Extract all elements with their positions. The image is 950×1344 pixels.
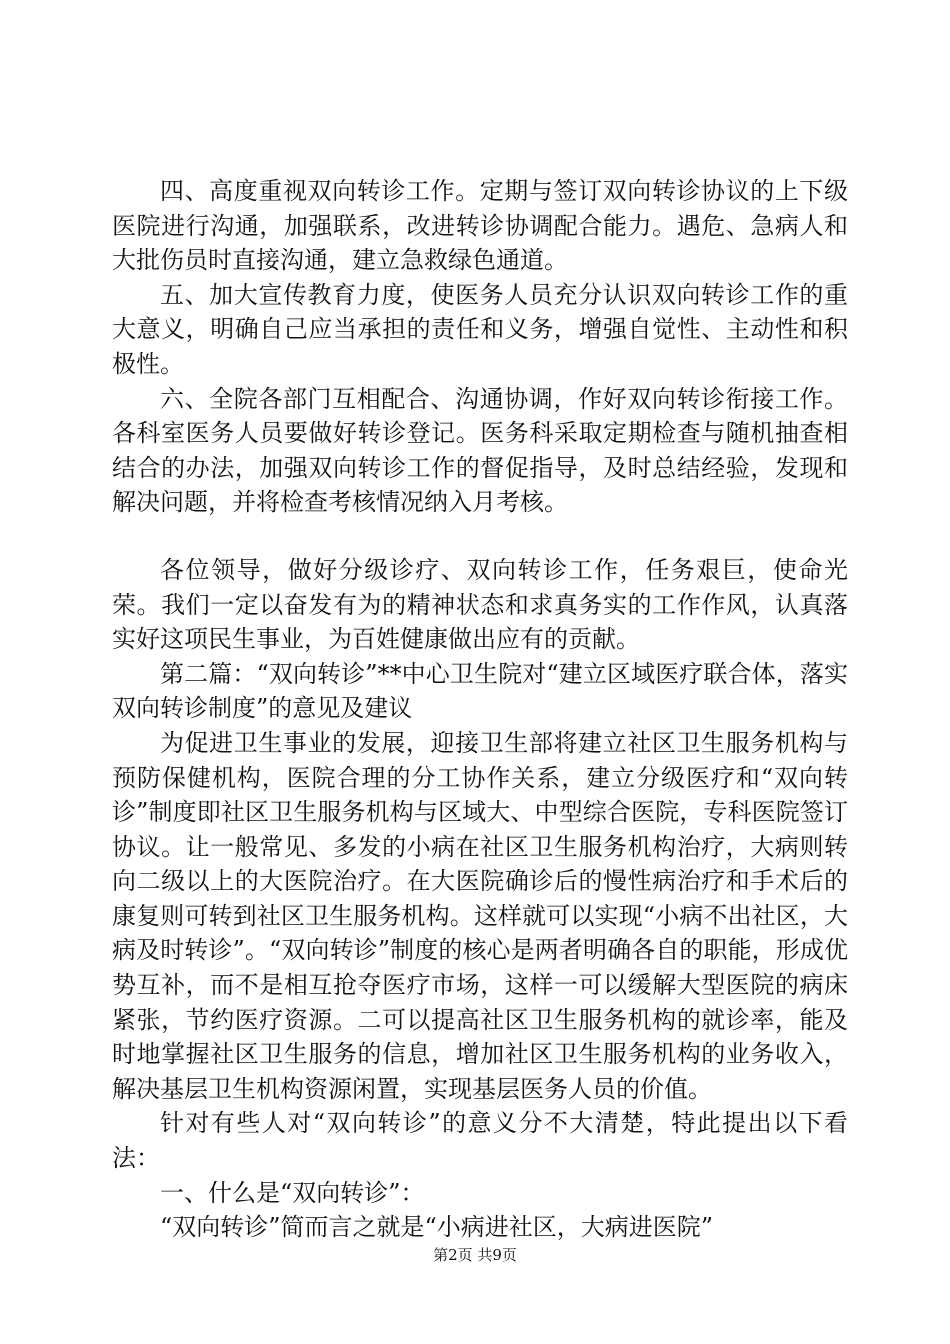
paragraph-definition: “双向转诊”简而言之就是“小病进社区，大病进医院” (160, 1213, 714, 1242)
subheading-what-is: 一、什么是“双向转诊”： (160, 1178, 425, 1207)
page-number: 第2页 共9页 (433, 1246, 517, 1264)
paragraph-closing: 各位领导，做好分级诊疗、双向转诊工作，任务艰巨，使命光荣。我们一定以奋发有为的精神状态和求真务实的工作作风，认真落实好这项民生事业，为百姓健康做出应有的贡献。 (112, 555, 848, 654)
section-heading-part-two: 第二篇：“双向转诊”**中心卫生院对“建立区域医疗联合体，落实双向转诊制度”的意见及建议 (112, 659, 848, 723)
paragraph-item-6: 六、全院各部门互相配合、沟通协调，作好双向转诊衔接工作。各科室医务人员要做好转诊登记。医务科采取定期检查与随机抽查相结合的办法，加强双向转诊工作的督促指导，及时总结经验，发现和解决问题，并将检查考核情况纳入月考核。 (112, 384, 848, 517)
paragraph-item-4: 四、高度重视双向转诊工作。定期与签订双向转诊协议的上下级医院进行沟通，加强联系，改进转诊协调配合能力。遇危、急病人和大批伤员时直接沟通，建立急救绿色通道。 (112, 177, 848, 275)
document-body (112, 174, 848, 1245)
paragraph-opinion: 针对有些人对“双向转诊”的意义分不大清楚，特此提出以下看法： (112, 1109, 848, 1173)
paragraph-item-5: 五、加大宣传教育力度，使医务人员充分认识双向转诊工作的重大意义，明确自己应当承担的责任和义务，增强自觉性、主动性和积极性。 (112, 280, 848, 378)
paragraph-intro: 为促进卫生事业的发展，迎接卫生部将建立社区卫生服务机构与预防保健机构，医院合理的分工协作关系，建立分级医疗和“双向转诊”制度即社区卫生服务机构与区域大、中型综合医院，专科医院签订协议。让一般常见、多发的小病在社区卫生服务机构治疗，大病则转向二级以上的大医院治疗。在大医院确诊后的慢性病治疗和手术后的康复则可转到社区卫生服务机构。这样就可以实现“小病不出社区，大病及时转诊”。“双向转诊”制度的核心是两者明确各自的职能，形成优势互补，而不是相互抢夺医疗市场，这样一可以缓解大型医院的病床紧张，节约医疗资源。二可以提高社区卫生服务机构的就诊率，能及时地掌握社区卫生服务的信息，增加社区卫生服务机构的业务收入，解决基层卫生机构资源闲置，实现基层医务人员的价值。 (112, 728, 848, 1103)
